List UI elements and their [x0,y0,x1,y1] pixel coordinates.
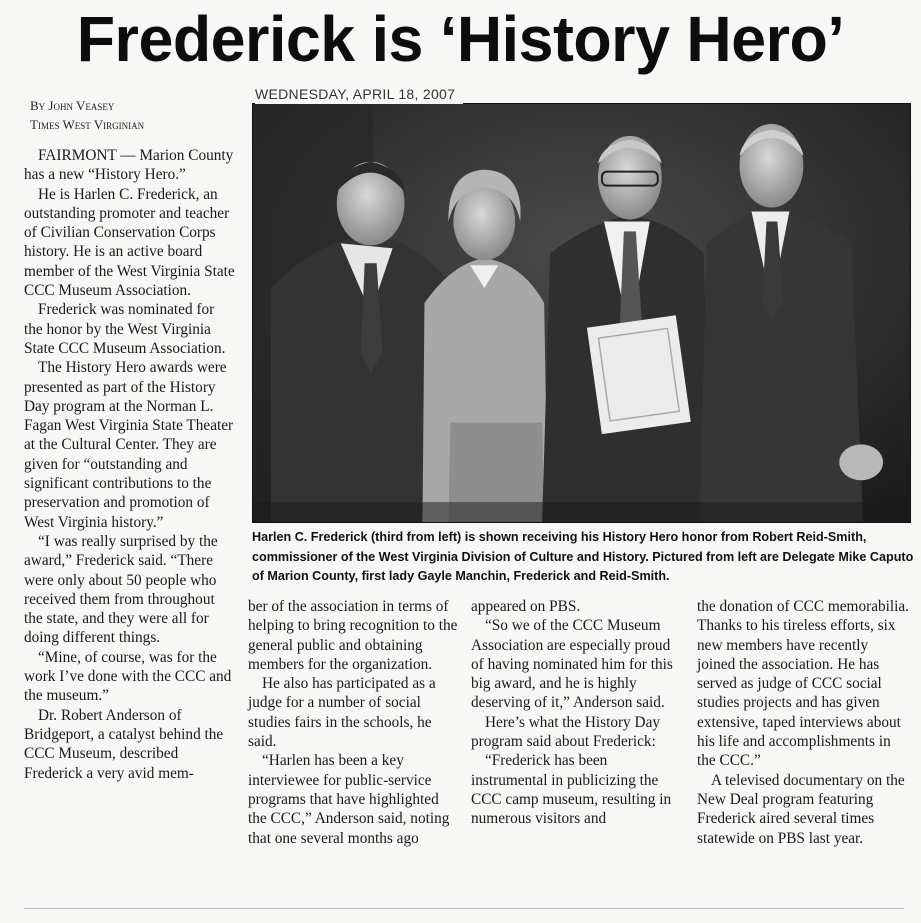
paragraph: “Frederick has been instrumental in publicizing the CCC camp museum, resulting in numerous visitors and [471,752,672,828]
headline: Frederick is ‘History Hero’ [76,3,845,75]
paragraph: appeared on PBS. [471,598,581,615]
byline-publication: Times West Virginian [30,117,145,132]
paragraph: “Harlen has been a key interviewee for public-service programs that have highlighted the CCC,” Anderson said, noting that one several months ago [248,752,450,847]
paragraph: Here’s what the History Day program said about Frederick: [471,713,661,751]
article-column-2 [248,597,460,848]
dateline: WEDNESDAY, APRIL 18, 2007 [255,84,463,104]
paragraph: The History Hero awards were presented as part of the History Day program at the Norman L. Fagan West Virginia State Theater at the Cultural Center. They are given for “outstanding and significant contributions to the preservation and promotion of West Virginia history.” [24,359,234,531]
paragraph: the donation of CCC memorabilia. Thanks to his tireless efforts, six new members have recently joined the association. He has served as judge of CCC social studies projects and has given extensive, taped interviews about his life and accomplishments in the CCC.” [697,598,909,770]
paragraph: Frederick was nominated for the honor by the West Virginia State CCC Museum Association. [24,301,226,357]
paragraph: “Mine, of course, was for the work I’ve done with the CCC and the museum.” [24,648,232,705]
paragraph: He is Harlen C. Frederick, an outstanding promoter and teacher of Civilian Conservation Corps history. He is an active board member of the West Virginia State CCC Museum Association. [24,185,235,300]
paragraph: He also has participated as a judge for a number of social studies fairs in the schools, he said. [248,675,436,751]
paragraph: A televised documentary on the New Deal program featuring Frederick aired several times statewide on PBS last year. [697,771,905,847]
byline [30,96,144,134]
photo-illustration [253,104,910,522]
byline-author: By John Veasey [30,98,115,113]
paragraph: “I was really surprised by the award,” Frederick said. “There were only about 50 people who received them from throughout the state, and they were all for doing different things. [24,532,218,647]
article-column-1 [24,146,236,783]
article-column-4 [697,597,909,848]
photo-caption: Harlen C. Frederick (third from left) is shown receiving his History Hero honor from Robert Reid-Smith, commissioner of the West Virginia Division of Culture and History. Pictured from left are Delegate Mike Caputo of Marion County, first lady Gayle Manchin, Frederick and Reid-Smith. [252,530,914,583]
paragraph: Dr. Robert Anderson of Bridgeport, a catalyst behind the CCC Museum, described Frederick a very avid mem- [24,706,224,782]
news-photo [252,103,911,523]
bottom-rule [24,908,904,909]
paragraph: “So we of the CCC Museum Association are especially proud of having nominated him for this big award, and he is highly deserving of it,” Anderson said. [471,617,673,712]
paragraph: FAIRMONT — Marion County has a new “History Hero.” [24,147,234,184]
article-column-3 [471,597,683,829]
paragraph: ber of the association in terms of helping to bring recognition to the general public and obtaining members for the organization. [248,598,458,673]
